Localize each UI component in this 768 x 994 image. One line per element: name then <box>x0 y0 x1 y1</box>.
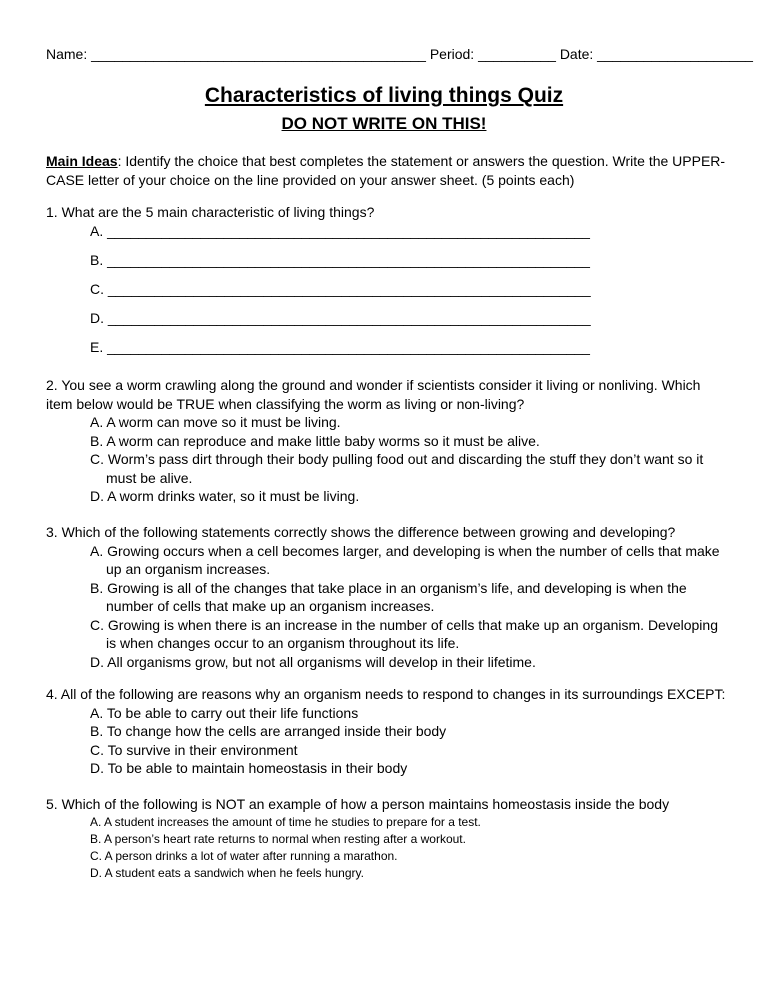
blank-line-c: C. ______________________________________________________________ <box>90 280 591 297</box>
page-subtitle: DO NOT WRITE ON THIS! <box>281 114 487 133</box>
question-3 <box>46 523 726 671</box>
question-5-option-c: C. A person drinks a lot of water after running a marathon. <box>90 848 398 863</box>
blank-line-e: E. ______________________________________________________________ <box>90 338 590 355</box>
question-3-option-b: B. Growing is all of the changes that take place in an organism’s life, and developing is when the number of cells that make up an organism increases. <box>90 579 687 614</box>
name-period-date-line: Name: ___________________________________________ Period: __________ Date: ____________________ <box>46 46 753 62</box>
question-3-option-a: A. Growing occurs when a cell becomes larger, and developing is when the number of cells that make up an organism increases. <box>90 542 720 577</box>
question-2-option-a: A. A worm can move so it must be living. <box>90 414 341 430</box>
instructions-text: : Identify the choice that best completes the statement or answers the question. Write the UPPER-CASE letter of your choice on the line provided on your answer sheet. (5 points each) <box>46 153 726 188</box>
question-4-option-b: B. To change how the cells are arranged inside their body <box>90 723 447 739</box>
blank-line-d: D. ______________________________________________________________ <box>90 309 591 326</box>
question-5-option-d: D. A student eats a sandwich when he feels hungry. <box>90 865 364 880</box>
question-5-text: 5. Which of the following is NOT an example of how a person maintains homeostasis inside the body <box>46 796 670 812</box>
question-2 <box>46 376 726 506</box>
question-5-option-a: A. A student increases the amount of time he studies to prepare for a test. <box>90 814 481 829</box>
question-3-option-c: C. Growing is when there is an increase in the number of cells that make up an organism. Developing is when changes occur to an organism throughout its life. <box>90 616 718 651</box>
blank-line-a: A. ______________________________________________________________ <box>90 222 590 239</box>
question-2-text: 2. You see a worm crawling along the ground and wonder if scientists consider it living or nonliving. Which item below would be TRUE when classifying the worm as living or non-living? <box>46 377 701 412</box>
question-5-option-b: B. A person’s heart rate returns to normal when resting after a workout. <box>90 831 466 846</box>
question-2-option-c: C. Worm’s pass dirt through their body pulling food out and discarding the stuff they don’t want so it must be alive. <box>90 451 704 486</box>
question-4 <box>46 685 726 778</box>
question-2-option-d: D. A worm drinks water, so it must be living. <box>90 488 360 504</box>
question-4-text: 4. All of the following are reasons why an organism needs to respond to changes in its surroundings EXCEPT: <box>46 686 726 702</box>
question-1-text: 1. What are the 5 main characteristic of living things? <box>46 204 375 220</box>
question-5 <box>46 795 726 882</box>
question-4-option-c: C. To survive in their environment <box>90 741 298 758</box>
question-3-option-d: D. All organisms grow, but not all organisms will develop in their lifetime. <box>90 653 536 670</box>
blank-line-b: B. ______________________________________________________________ <box>90 251 590 268</box>
question-2-option-b: B. A worm can reproduce and make little baby worms so it must be alive. <box>90 432 540 449</box>
question-4-option-d: D. To be able to maintain homeostasis in their body <box>90 760 408 776</box>
instructions-label: Main Ideas <box>46 153 118 169</box>
page-title: Characteristics of living things Quiz <box>204 84 564 107</box>
question-3-text: 3. Which of the following statements correctly shows the difference between growing and developing? <box>46 524 676 540</box>
question-1 <box>46 203 726 367</box>
instructions <box>46 152 726 189</box>
question-4-option-a: A. To be able to carry out their life functions <box>90 704 359 721</box>
